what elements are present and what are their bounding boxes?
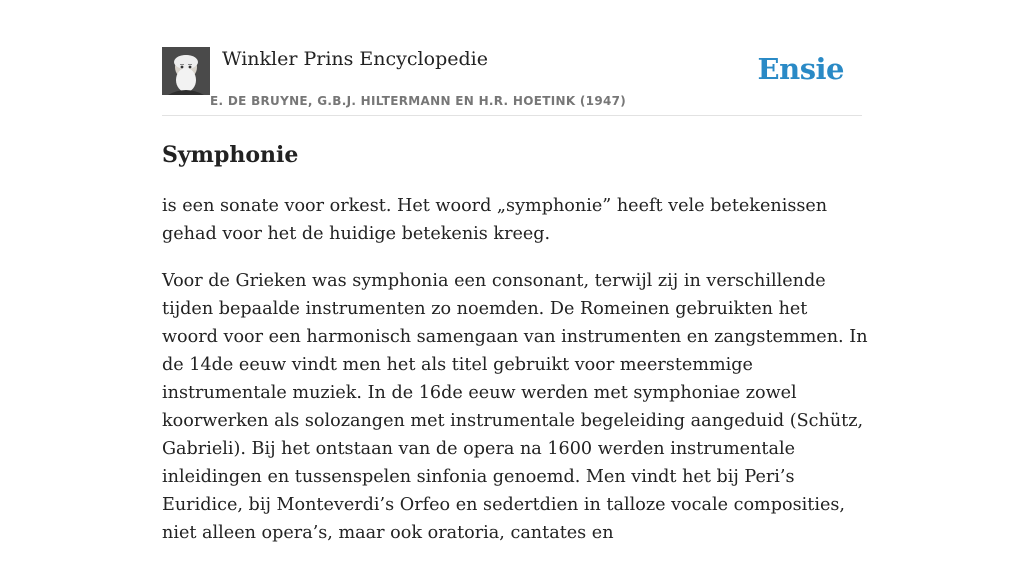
article-body [162,192,868,566]
article-paragraph-2: Voor de Grieken was symphonia een consonant, terwijl zij in verschillende tijden bepaalde instrumenten zo noemden. De Romeinen gebruikten het woord voor een harmonisch samengaan van instrumenten en zangstemmen. In de 14de eeuw vindt men het als titel gebruikt voor meerstemmige instrumentale muziek. In de 16de eeuw werden met symphoniae zowel koorwerken als solozangen met instrumentale begeleiding aangeduid (Schütz, Gabrieli). Bij het ontstaan van de opera na 1600 werden instrumentale inleidingen en tussenspelen sinfonia genoemd. Men vindt het bij Peri’s Euridice, bij Monteverdi’s Orfeo en sedertdien in talloze vocale composities, niet alleen opera’s, maar ook oratoria, cantates en [162,271,868,543]
portrait-graphic [162,47,210,95]
ensie-logo[interactable]: Ensie [757,52,844,86]
author-portrait-icon[interactable] [162,47,210,95]
source-header [162,0,862,116]
source-title[interactable]: Winkler Prins Encyclopedie [222,48,488,70]
article-paragraph-1: is een sonate voor orkest. Het woord „symphonie” heeft vele betekenissen gehad voor het de huidige betekenis kreeg. [162,196,828,244]
page [162,0,868,543]
source-authors: E. DE BRUYNE, G.B.J. HILTERMANN EN H.R. HOETINK (1947) [210,94,627,108]
article-title: Symphonie [162,142,299,168]
